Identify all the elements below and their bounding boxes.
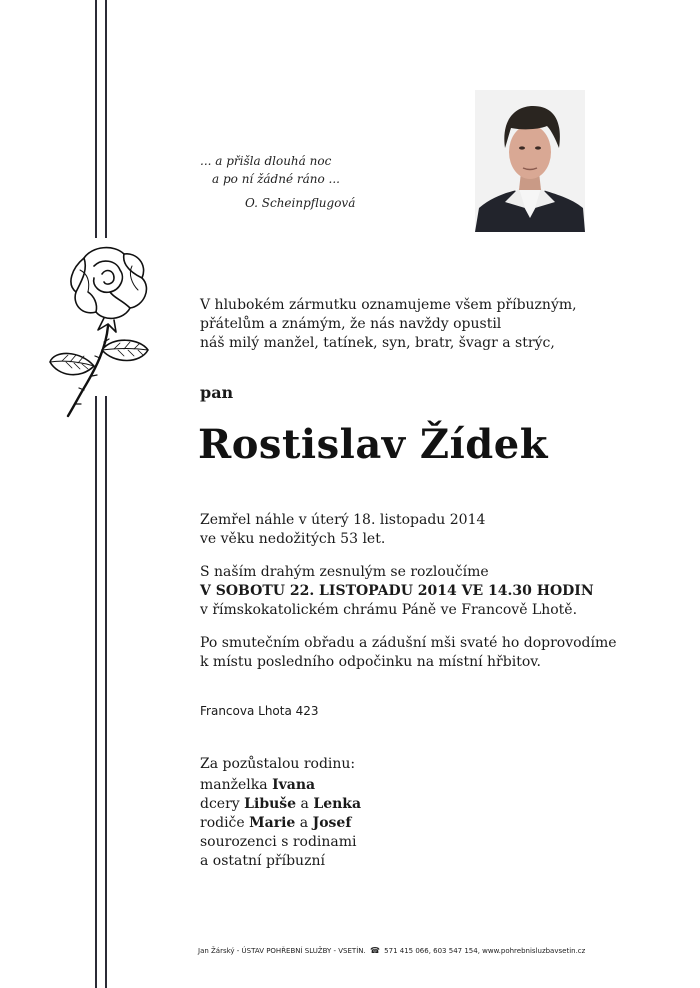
quote-author: O. Scheinpflugová — [245, 196, 356, 210]
border-line-left-bottom — [95, 396, 97, 988]
ceremony-info — [200, 634, 617, 672]
family-daughters: dcery Libuše a Lenka — [200, 796, 362, 812]
family-siblings: sourozenci s rodinami — [200, 834, 357, 850]
intro-line: V hlubokém zármutku oznamujeme všem příbuzným, — [200, 297, 577, 313]
address: Francova Lhota 423 — [200, 704, 319, 718]
footer-contact: 571 415 066, 603 547 154, www.pohrebnisluzbavsetin.cz — [384, 947, 586, 955]
rose-icon — [44, 238, 164, 423]
family-parents: rodiče Marie a Josef — [200, 815, 352, 831]
ceremony-line: k místu posledního odpočinku na místní hřbitov. — [200, 654, 541, 670]
farewell-info — [200, 563, 594, 620]
border-line-right-top — [105, 0, 107, 238]
death-info — [200, 511, 485, 549]
farewell-line: S naším drahým zesnulým se rozloučíme — [200, 564, 489, 580]
farewell-location: v římskokatolickém chrámu Páně ve Francově Lhotě. — [200, 602, 578, 618]
footer-funeral-service — [198, 946, 585, 955]
announcement-intro — [200, 296, 577, 353]
family-others: a ostatní příbuzní — [200, 853, 325, 869]
death-line: Zemřel náhle v úterý 18. listopadu 2014 — [200, 512, 486, 528]
farewell-datetime: V SOBOTU 22. LISTOPADU 2014 VE 14.30 HODIN — [200, 583, 594, 599]
phone-icon: ☎ — [369, 946, 380, 955]
salutation: pan — [200, 383, 234, 402]
quote-line: a po ní žádné ráno ... — [212, 172, 340, 186]
deceased-name: Rostislav Žídek — [198, 421, 548, 468]
intro-line: přátelům a známým, že nás navždy opustil — [200, 316, 502, 332]
intro-line: náš milý manžel, tatínek, syn, bratr, švagr a strýc, — [200, 335, 555, 351]
quote-block — [200, 152, 355, 212]
border-line-right-bottom — [105, 396, 107, 988]
border-line-left-top — [95, 0, 97, 238]
portrait-photo — [475, 90, 585, 232]
family-wife: manželka Ivana — [200, 777, 316, 793]
footer-company: Jan Žárský - ÚSTAV POHŘEBNÍ SLUŽBY - VSETÍN. — [198, 947, 366, 955]
ceremony-line: Po smutečním obřadu a zádušní mši svaté ho doprovodíme — [200, 635, 617, 651]
family-title: Za pozůstalou rodinu: — [200, 756, 356, 772]
family-list — [200, 776, 361, 871]
death-line: ve věku nedožitých 53 let. — [200, 531, 386, 547]
quote-line: ... a přišla dlouhá noc — [200, 154, 332, 168]
